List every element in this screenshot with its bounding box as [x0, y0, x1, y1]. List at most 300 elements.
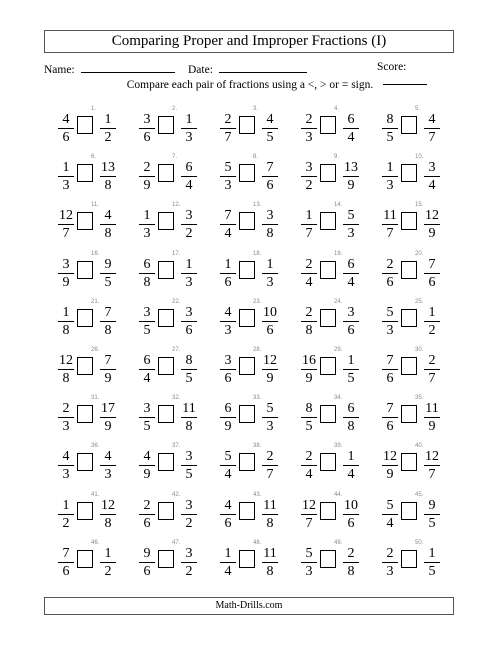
numerator: 10 — [344, 497, 358, 513]
left-fraction — [219, 546, 237, 579]
answer-box[interactable] — [239, 261, 255, 279]
denominator: 8 — [104, 515, 112, 531]
numerator: 1 — [62, 497, 70, 513]
denominator: 9 — [104, 371, 112, 386]
problem-item — [138, 491, 208, 542]
denominator: 7 — [428, 467, 436, 483]
answer-box[interactable] — [401, 357, 417, 375]
answer-box[interactable] — [320, 357, 336, 375]
problem-item — [381, 491, 451, 542]
right-fraction — [99, 449, 117, 482]
fraction-bar — [58, 369, 74, 370]
denominator: 7 — [266, 467, 274, 483]
answer-box[interactable] — [239, 453, 255, 471]
answer-box[interactable] — [77, 261, 93, 279]
numerator: 12 — [101, 497, 115, 513]
fraction-bar — [58, 514, 74, 515]
fraction-bar — [139, 465, 155, 466]
numerator: 2 — [266, 449, 274, 465]
answer-box[interactable] — [239, 357, 255, 375]
fraction-bar — [139, 417, 155, 418]
problem-number: 21. — [91, 298, 100, 305]
left-fraction — [300, 498, 318, 531]
numerator: 3 — [62, 256, 70, 272]
numerator: 7 — [386, 353, 394, 368]
answer-box[interactable] — [320, 453, 336, 471]
denominator: 6 — [224, 274, 232, 290]
right-fraction — [423, 353, 441, 386]
problem-item — [381, 298, 451, 349]
fraction-bar — [220, 273, 236, 274]
problem-item — [381, 347, 451, 397]
problem-item — [381, 154, 451, 204]
fraction-bar — [220, 417, 236, 418]
problem-number: 50. — [415, 539, 424, 546]
fraction-bar — [301, 176, 317, 177]
denominator: 9 — [428, 419, 436, 435]
denominator: 6 — [143, 515, 151, 531]
left-fraction — [219, 112, 237, 145]
fraction-bar — [100, 224, 116, 225]
problem-number: 6. — [91, 154, 97, 161]
numerator: 12 — [59, 353, 73, 368]
left-fraction — [381, 498, 399, 531]
fraction-bar — [301, 465, 317, 466]
fraction-bar — [301, 273, 317, 274]
denominator: 6 — [386, 371, 394, 386]
numerator: 9 — [104, 256, 112, 272]
fraction-bar — [58, 176, 74, 177]
problem-item — [300, 347, 370, 397]
problem-number: 20. — [415, 250, 424, 257]
answer-box[interactable] — [158, 164, 174, 182]
right-fraction — [180, 257, 198, 290]
denominator: 9 — [104, 419, 112, 435]
problem-number: 19. — [334, 250, 343, 257]
fraction-bar — [424, 369, 440, 370]
numerator: 12 — [383, 449, 397, 465]
fraction-bar — [301, 417, 317, 418]
denominator: 4 — [224, 563, 232, 579]
fraction-bar — [181, 514, 197, 515]
right-fraction — [99, 257, 117, 290]
name-label: Name: — [44, 64, 75, 76]
problem-number: 48. — [253, 539, 262, 546]
denominator: 6 — [224, 515, 232, 531]
left-fraction — [57, 257, 75, 290]
denominator: 9 — [428, 226, 436, 242]
left-fraction — [219, 401, 237, 434]
fraction-bar — [301, 128, 317, 129]
fraction-bar — [382, 369, 398, 370]
answer-box[interactable] — [401, 309, 417, 327]
numerator: 1 — [104, 112, 112, 127]
answer-box[interactable] — [320, 502, 336, 520]
answer-box[interactable] — [158, 453, 174, 471]
answer-box[interactable] — [320, 309, 336, 327]
problem-item — [57, 202, 127, 252]
answer-box[interactable] — [239, 550, 255, 568]
denominator: 6 — [386, 419, 394, 435]
denominator: 9 — [305, 371, 313, 386]
numerator: 10 — [263, 304, 277, 320]
right-fraction — [342, 449, 360, 482]
fraction-bar — [100, 128, 116, 129]
answer-box[interactable] — [401, 502, 417, 520]
numerator: 12 — [263, 353, 277, 368]
instructions: Compare each pair of fractions using a <, > or = sign. — [126, 79, 374, 91]
right-fraction — [99, 546, 117, 579]
problem-item — [138, 106, 208, 156]
left-fraction — [138, 353, 156, 386]
denominator: 5 — [305, 419, 313, 435]
problem-item — [219, 202, 289, 252]
answer-box[interactable] — [401, 116, 417, 134]
score-label: Score: — [377, 61, 407, 73]
problem-item — [138, 154, 208, 204]
denominator: 4 — [386, 515, 394, 531]
denominator: 8 — [104, 226, 112, 242]
problem-number: 24. — [334, 298, 343, 305]
problem-number: 18. — [253, 250, 262, 257]
fraction-bar — [262, 273, 278, 274]
denominator: 4 — [224, 226, 232, 242]
denominator: 5 — [104, 274, 112, 290]
denominator: 7 — [305, 226, 313, 242]
answer-box[interactable] — [158, 261, 174, 279]
numerator: 2 — [305, 112, 313, 127]
problem-number: 5. — [415, 106, 421, 112]
denominator: 7 — [224, 130, 232, 145]
fraction-bar — [262, 465, 278, 466]
left-fraction — [138, 257, 156, 290]
fraction-bar — [301, 369, 317, 370]
fraction-bar — [424, 176, 440, 177]
fraction-bar — [100, 369, 116, 370]
numerator: 5 — [224, 449, 232, 465]
numerator: 2 — [224, 112, 232, 127]
numerator: 6 — [347, 401, 355, 417]
fraction-bar — [181, 417, 197, 418]
answer-box[interactable] — [320, 261, 336, 279]
denominator: 3 — [62, 467, 70, 483]
problem-number: 42. — [172, 491, 181, 498]
answer-box[interactable] — [239, 212, 255, 230]
numerator: 2 — [428, 353, 436, 368]
answer-box[interactable] — [77, 550, 93, 568]
right-fraction — [342, 208, 360, 241]
denominator: 9 — [386, 467, 394, 483]
denominator: 6 — [347, 515, 355, 531]
problem-number: 17. — [172, 250, 181, 257]
left-fraction — [57, 112, 75, 145]
numerator: 7 — [266, 160, 274, 176]
problem-item — [381, 443, 451, 493]
answer-box[interactable] — [401, 453, 417, 471]
right-fraction — [261, 257, 279, 290]
right-fraction — [180, 498, 198, 531]
fraction-bar — [58, 417, 74, 418]
fraction-bar — [343, 562, 359, 563]
answer-box[interactable] — [77, 212, 93, 230]
left-fraction — [138, 546, 156, 579]
answer-box[interactable] — [239, 502, 255, 520]
left-fraction — [381, 546, 399, 579]
fraction-bar — [343, 417, 359, 418]
numerator: 1 — [347, 353, 355, 368]
fraction-bar — [343, 128, 359, 129]
answer-box[interactable] — [77, 405, 93, 423]
problem-item — [219, 298, 289, 349]
answer-box[interactable] — [158, 357, 174, 375]
fraction-bar — [343, 514, 359, 515]
denominator: 3 — [224, 322, 232, 338]
numerator: 3 — [185, 497, 193, 513]
left-fraction — [57, 305, 75, 338]
fraction-bar — [181, 562, 197, 563]
right-fraction — [423, 546, 441, 579]
fraction-bar — [424, 224, 440, 225]
answer-box[interactable] — [320, 212, 336, 230]
left-fraction — [138, 449, 156, 482]
numerator: 6 — [224, 401, 232, 417]
denominator: 6 — [386, 274, 394, 290]
answer-box[interactable] — [158, 116, 174, 134]
problem-item — [138, 443, 208, 493]
fraction-bar — [220, 321, 236, 322]
numerator: 3 — [224, 353, 232, 368]
answer-box[interactable] — [158, 550, 174, 568]
fraction-bar — [181, 128, 197, 129]
answer-box[interactable] — [401, 405, 417, 423]
denominator: 3 — [386, 178, 394, 194]
fraction-bar — [58, 321, 74, 322]
answer-box[interactable] — [239, 164, 255, 182]
numerator: 12 — [302, 497, 316, 513]
answer-box[interactable] — [158, 212, 174, 230]
left-fraction — [219, 208, 237, 241]
answer-box[interactable] — [77, 453, 93, 471]
fraction-bar — [262, 224, 278, 225]
numerator: 11 — [263, 497, 277, 513]
denominator: 7 — [386, 226, 394, 242]
denominator: 8 — [62, 322, 70, 338]
numerator: 1 — [428, 545, 436, 561]
fraction-bar — [424, 128, 440, 129]
fraction-bar — [382, 128, 398, 129]
right-fraction — [342, 353, 360, 386]
fraction-bar — [58, 224, 74, 225]
problem-item — [219, 106, 289, 156]
answer-box[interactable] — [77, 502, 93, 520]
problem-number: 46. — [91, 539, 100, 546]
denominator: 8 — [104, 322, 112, 338]
fraction-bar — [100, 321, 116, 322]
denominator: 8 — [143, 274, 151, 290]
problem-number: 47. — [172, 539, 181, 546]
numerator: 5 — [386, 304, 394, 320]
denominator: 3 — [266, 419, 274, 435]
right-fraction — [423, 257, 441, 290]
problem-number: 16. — [91, 250, 100, 257]
fraction-bar — [220, 224, 236, 225]
problem-number: 26. — [91, 347, 100, 353]
denominator: 5 — [143, 322, 151, 338]
fraction-bar — [424, 562, 440, 563]
answer-box[interactable] — [77, 116, 93, 134]
left-fraction — [138, 305, 156, 338]
denominator: 4 — [347, 274, 355, 290]
numerator: 7 — [62, 545, 70, 561]
fraction-bar — [382, 417, 398, 418]
problem-number: 33. — [253, 395, 262, 402]
answer-box[interactable] — [401, 212, 417, 230]
answer-box[interactable] — [320, 550, 336, 568]
problem-number: 1. — [91, 106, 97, 112]
right-fraction — [423, 160, 441, 193]
fraction-bar — [424, 273, 440, 274]
denominator: 9 — [143, 178, 151, 194]
problem-item — [219, 250, 289, 301]
fraction-bar — [58, 128, 74, 129]
denominator: 2 — [185, 226, 193, 242]
fraction-bar — [181, 176, 197, 177]
left-fraction — [300, 208, 318, 241]
right-fraction — [423, 449, 441, 482]
denominator: 5 — [347, 371, 355, 386]
denominator: 5 — [185, 467, 193, 483]
answer-box[interactable] — [320, 116, 336, 134]
right-fraction — [99, 305, 117, 338]
answer-box[interactable] — [158, 309, 174, 327]
answer-box[interactable] — [77, 309, 93, 327]
problem-number: 8. — [253, 154, 259, 161]
right-fraction — [99, 112, 117, 145]
numerator: 8 — [185, 353, 193, 368]
denominator: 6 — [62, 563, 70, 579]
fraction-bar — [181, 273, 197, 274]
left-fraction — [381, 353, 399, 386]
numerator: 11 — [425, 401, 439, 417]
numerator: 13 — [101, 160, 115, 176]
denominator: 4 — [143, 371, 151, 386]
answer-box[interactable] — [158, 405, 174, 423]
fraction-bar — [181, 465, 197, 466]
numerator: 3 — [185, 208, 193, 224]
denominator: 3 — [305, 130, 313, 145]
left-fraction — [138, 112, 156, 145]
left-fraction — [219, 257, 237, 290]
denominator: 8 — [347, 419, 355, 435]
denominator: 8 — [185, 419, 193, 435]
problem-number: 14. — [334, 202, 343, 209]
problem-number: 30. — [415, 347, 424, 353]
left-fraction — [138, 498, 156, 531]
right-fraction — [342, 257, 360, 290]
problem-number: 2. — [172, 106, 178, 112]
fraction-bar — [424, 514, 440, 515]
answer-box[interactable] — [158, 502, 174, 520]
left-fraction — [381, 257, 399, 290]
right-fraction — [99, 160, 117, 193]
problem-item — [219, 539, 289, 590]
denominator: 3 — [305, 563, 313, 579]
problem-item — [57, 298, 127, 349]
problem-number: 11. — [91, 202, 99, 209]
answer-box[interactable] — [401, 261, 417, 279]
problem-number: 32. — [172, 395, 181, 402]
denominator: 6 — [224, 371, 232, 386]
fraction-bar — [382, 224, 398, 225]
answer-box[interactable] — [239, 309, 255, 327]
denominator: 3 — [185, 130, 193, 145]
answer-box[interactable] — [401, 164, 417, 182]
fraction-bar — [220, 176, 236, 177]
fraction-bar — [139, 224, 155, 225]
numerator: 1 — [386, 160, 394, 176]
numerator: 16 — [302, 353, 316, 368]
problem-item — [300, 443, 370, 493]
problem-item — [300, 154, 370, 204]
numerator: 11 — [383, 208, 397, 224]
answer-box[interactable] — [239, 405, 255, 423]
denominator: 7 — [305, 515, 313, 531]
left-fraction — [219, 449, 237, 482]
answer-box[interactable] — [401, 550, 417, 568]
fraction-bar — [343, 321, 359, 322]
problem-number: 36. — [91, 443, 100, 450]
fraction-bar — [100, 562, 116, 563]
left-fraction — [57, 401, 75, 434]
answer-box[interactable] — [320, 405, 336, 423]
numerator: 3 — [143, 401, 151, 417]
denominator: 3 — [62, 178, 70, 194]
fraction-bar — [139, 562, 155, 563]
problem-item — [300, 202, 370, 252]
answer-box[interactable] — [320, 164, 336, 182]
fraction-bar — [382, 273, 398, 274]
answer-box[interactable] — [77, 164, 93, 182]
right-fraction — [261, 160, 279, 193]
answer-box[interactable] — [239, 116, 255, 134]
numerator: 6 — [347, 112, 355, 127]
numerator: 5 — [224, 160, 232, 176]
fraction-bar — [100, 273, 116, 274]
numerator: 2 — [386, 545, 394, 561]
denominator: 6 — [62, 130, 70, 145]
left-fraction — [300, 546, 318, 579]
denominator: 8 — [305, 322, 313, 338]
numerator: 3 — [185, 304, 193, 320]
problem-item — [138, 395, 208, 445]
problem-number: 35. — [415, 395, 424, 402]
denominator: 9 — [266, 371, 274, 386]
answer-box[interactable] — [77, 357, 93, 375]
date-label: Date: — [188, 64, 213, 76]
fraction-bar — [424, 465, 440, 466]
fraction-bar — [382, 321, 398, 322]
fraction-bar — [139, 176, 155, 177]
numerator: 7 — [386, 401, 394, 417]
numerator: 3 — [143, 304, 151, 320]
numerator: 2 — [305, 304, 313, 320]
denominator: 6 — [428, 274, 436, 290]
denominator: 8 — [266, 563, 274, 579]
denominator: 9 — [143, 467, 151, 483]
footer-site: Math-Drills.com — [44, 597, 454, 615]
denominator: 5 — [143, 419, 151, 435]
left-fraction — [57, 449, 75, 482]
